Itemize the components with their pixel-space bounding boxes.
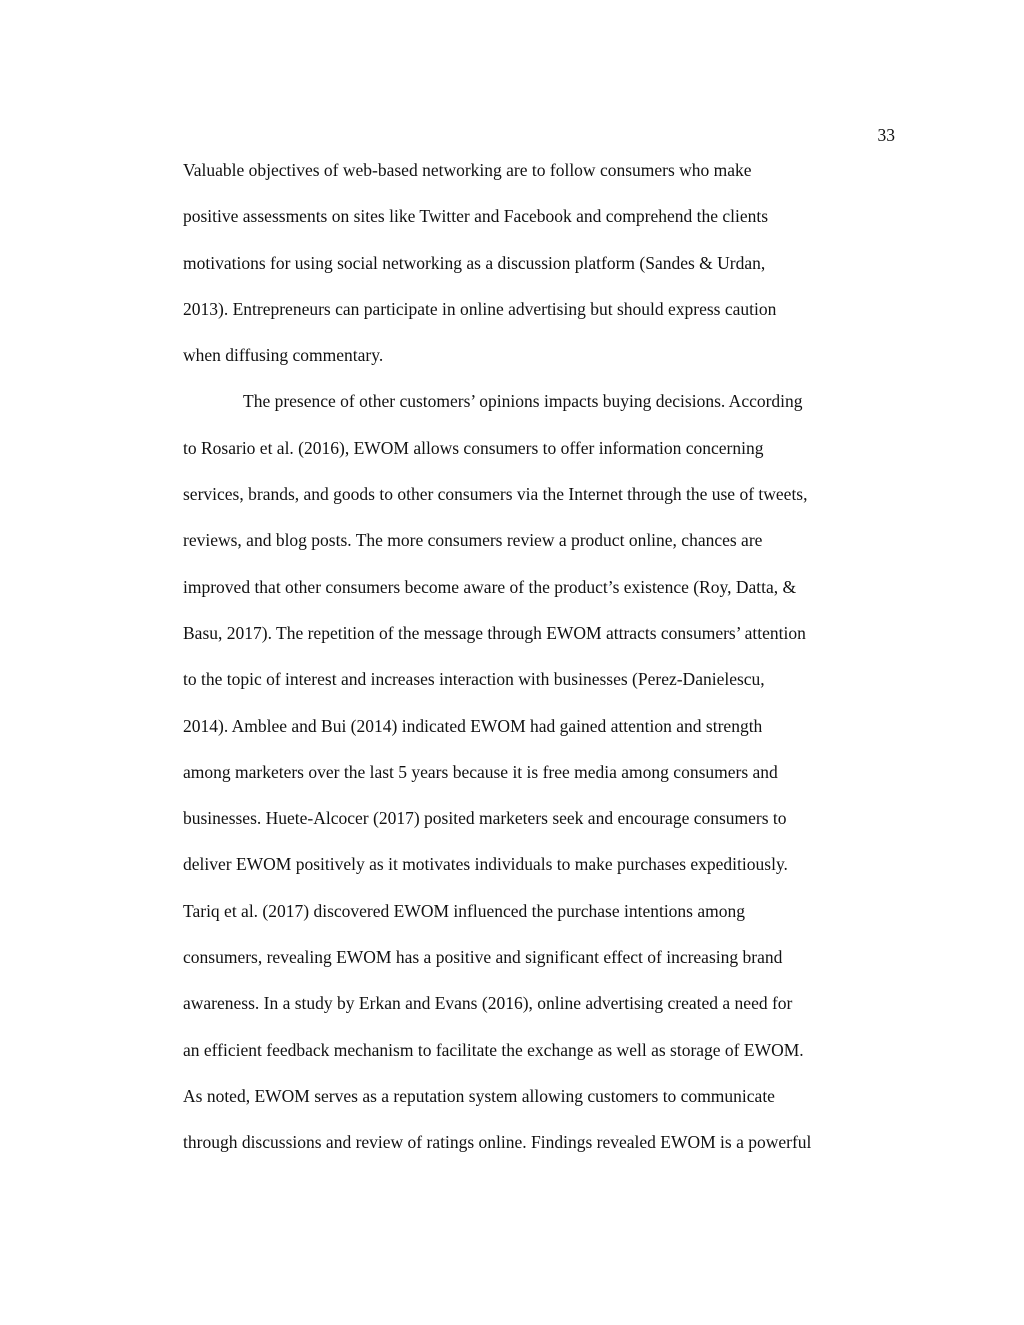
text-line: an efficient feedback mechanism to facilitate the exchange as well as storage of EWOM. <box>183 1039 804 1060</box>
text-line: when diffusing commentary. <box>183 345 384 366</box>
text-line: among marketers over the last 5 years because it is free media among consumers and <box>183 761 778 782</box>
text-line: 2014). Amblee and Bui (2014) indicated EWOM had gained attention and strength <box>183 715 763 736</box>
text-line: consumers, revealing EWOM has a positive and significant effect of increasing brand <box>183 947 783 968</box>
text-line: As noted, EWOM serves as a reputation system allowing customers to communicate <box>183 1085 775 1106</box>
text-line: Basu, 2017). The repetition of the message through EWOM attracts consumers’ attention <box>183 622 806 643</box>
text-line: services, brands, and goods to other consumers via the Internet through the use of tweets, <box>183 484 808 505</box>
text-line: 2013). Entrepreneurs can participate in online advertising but should express caution <box>183 298 777 319</box>
text-line: awareness. In a study by Erkan and Evans (2016), online advertising created a need for <box>183 993 793 1014</box>
text-line: deliver EWOM positively as it motivates individuals to make purchases expeditiously. <box>183 854 788 875</box>
body-text <box>183 157 923 1176</box>
text-line: to Rosario et al. (2016), EWOM allows consumers to offer information concerning <box>183 437 764 458</box>
text-line: Tariq et al. (2017) discovered EWOM influenced the purchase intentions among <box>183 900 745 921</box>
text-line: improved that other consumers become aware of the product’s existence (Roy, Datta, & <box>183 576 797 597</box>
text-line: through discussions and review of ratings online. Findings revealed EWOM is a powerful <box>183 1132 812 1153</box>
paragraph-first-line: The presence of other customers’ opinions impacts buying decisions. According <box>243 391 803 412</box>
text-line: motivations for using social networking as a discussion platform (Sandes & Urdan, <box>183 252 766 273</box>
text-line: to the topic of interest and increases interaction with businesses (Perez-Danielescu, <box>183 669 765 690</box>
text-line: Valuable objectives of web-based networking are to follow consumers who make <box>183 160 752 180</box>
text-line: businesses. Huete-Alcocer (2017) posited marketers seek and encourage consumers to <box>183 808 787 829</box>
page-number: 33 <box>877 125 895 145</box>
text-line: reviews, and blog posts. The more consumers review a product online, chances are <box>183 530 763 551</box>
text-line: positive assessments on sites like Twitter and Facebook and comprehend the clients <box>183 206 769 227</box>
